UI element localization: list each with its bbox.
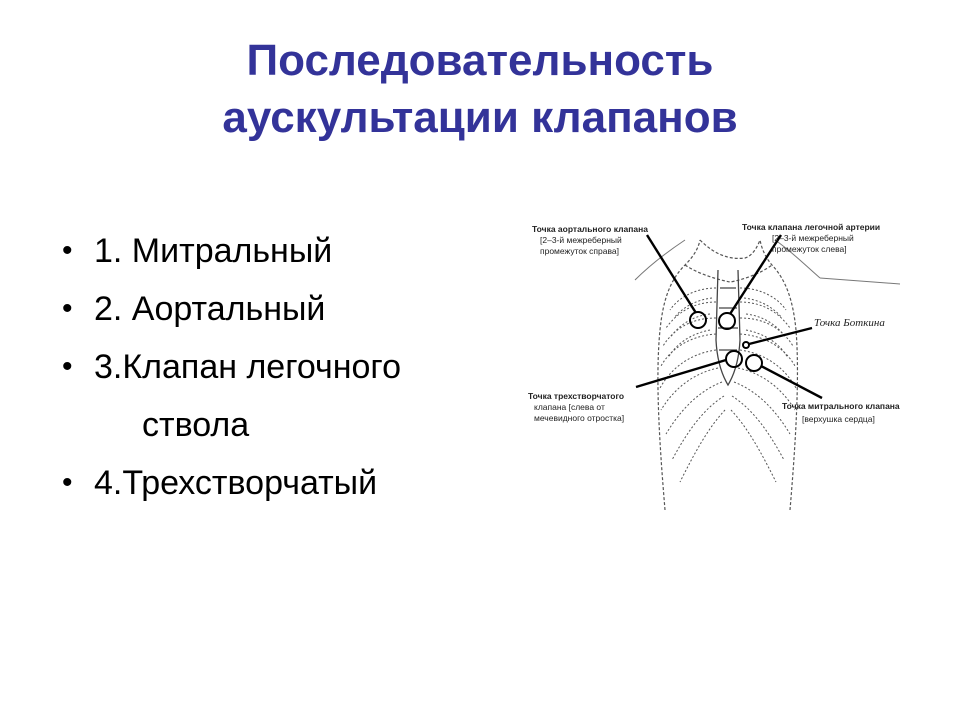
pulmonary-label: Точка клапана легочной артерии [742, 222, 881, 232]
auscultation-points-diagram [520, 210, 930, 520]
bullet-icon: • [62, 234, 73, 267]
list-item-text: ствола [142, 406, 250, 444]
pulmonary-point [719, 313, 735, 329]
bullet-icon: • [62, 292, 73, 325]
aortic-pointer [647, 235, 696, 313]
mitral-pointer [761, 366, 822, 398]
tricuspid-point [726, 351, 742, 367]
mitral-point [746, 355, 762, 371]
pulmonary-sub2: промежуток слева] [772, 244, 847, 254]
sternum [716, 270, 740, 385]
mitral-label: Точка митрального клапана [782, 401, 900, 411]
tricuspid-pointer [636, 360, 726, 387]
list-item-pulmonary [62, 338, 401, 396]
ribs-right [731, 288, 796, 482]
botkin-label: Точка Боткина [814, 317, 885, 329]
bullet-icon: • [62, 350, 73, 383]
pointer-lines [636, 235, 822, 398]
botkin-point [743, 342, 749, 348]
list-item-text: 3.Клапан легочного [94, 348, 401, 386]
mitral-sub1: [верхушка сердца] [802, 414, 875, 424]
pulmonary-sub1: [2–3-й межреберный [772, 233, 854, 243]
bullet-icon: • [62, 466, 73, 499]
aortic-point [690, 312, 706, 328]
list-item-text: 4.Трехстворчатый [94, 464, 378, 502]
botkin-pointer [749, 328, 812, 344]
list-item-text: 2. Аортальный [94, 290, 326, 328]
slide-title [0, 32, 960, 146]
ribs-left [660, 288, 725, 482]
list-item-tricuspid [62, 454, 401, 512]
tricuspid-label: Точка трехстворчатого [528, 391, 625, 401]
valve-points [690, 312, 762, 371]
list-item-text: 1. Митральный [94, 232, 333, 270]
aortic-label: Точка аортального клапана [532, 224, 648, 234]
list-item-aortic [62, 280, 401, 338]
aortic-sub2: промежуток справа] [540, 246, 619, 256]
tricuspid-sub2: мечевидного отростка] [534, 413, 625, 423]
list-item-mitral [62, 222, 401, 280]
title-line-2: аускультации клапанов [222, 93, 738, 142]
aortic-sub1: [2–3-й межреберный [540, 235, 622, 245]
tricuspid-sub1: клапана [слева от [534, 402, 605, 412]
title-line-1: Последовательность [246, 36, 714, 85]
valve-sequence-list [62, 222, 401, 512]
list-item-pulmonary-continuation [62, 396, 401, 454]
